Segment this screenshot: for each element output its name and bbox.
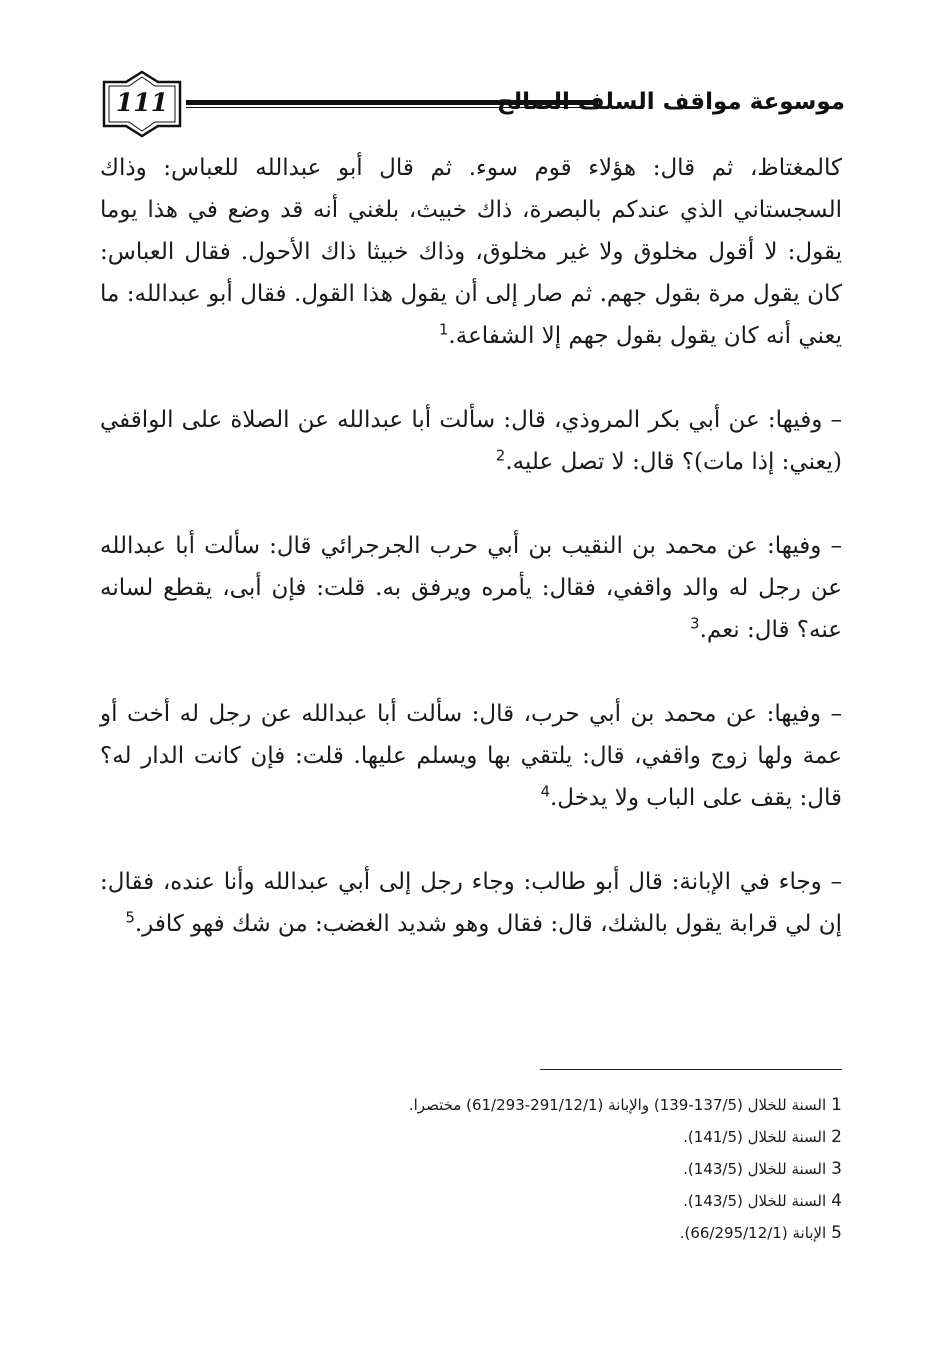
footnote-number: 3 <box>831 1159 842 1179</box>
footnote-reference: 5 <box>125 908 135 927</box>
footnote <box>330 1217 842 1249</box>
footnote <box>330 1089 842 1121</box>
page-number: 111 <box>115 88 169 117</box>
footnote-reference: 2 <box>495 446 506 465</box>
footnote-text: الإبانة (66/295/12/1). <box>679 1224 827 1242</box>
footnote-text: السنة للخلال (137/5-139) والإبانة (291/12/1-61/293) مختصرا. <box>408 1096 827 1114</box>
footnotes <box>330 1089 842 1249</box>
footnote-reference: 1 <box>438 320 449 339</box>
footnote-number: 5 <box>831 1223 842 1243</box>
footnote-number: 4 <box>831 1191 842 1211</box>
footnote-number: 1 <box>831 1095 842 1115</box>
page-number-badge <box>100 70 184 138</box>
footnote-reference: 3 <box>690 614 700 633</box>
paragraph <box>100 693 842 819</box>
footnote-text: السنة للخلال (143/5). <box>683 1160 827 1178</box>
paragraph-text: – وفيها: عن محمد بن النقيب بن أبي حرب الجرجرائي قال: سألت أبا عبدالله عن رجل له والد واقفي، فقال: يأمره ويرفق به. قلت: فإن أبى، يقطع لسانه عنه؟ قال: نعم. <box>100 533 842 643</box>
footnote <box>330 1121 842 1153</box>
footnote-divider <box>540 1069 842 1070</box>
footnote <box>330 1185 842 1217</box>
paragraph-text: – وفيها: عن محمد بن أبي حرب، قال: سألت أبا عبدالله عن رجل له أخت أو عمة ولها زوج واقفي، قال: يلتقي بها ويسلم عليها. قلت: فإن كانت الدار له؟ قال: يقف على الباب ولا يدخل. <box>100 701 842 811</box>
paragraph-text: – وجاء في الإبانة: قال أبو طالب: وجاء رجل إلى أبي عبدالله وأنا عنده، فقال: إن لي قرابة يقول بالشك، قال: فقال وهو شديد الغضب: من شك فهو كافر. <box>100 869 842 937</box>
book-title: موسوعة مواقف السلف الصالح <box>496 89 845 115</box>
page-header <box>100 70 845 138</box>
footnote-number: 2 <box>831 1127 842 1147</box>
footnote-text: السنة للخلال (143/5). <box>683 1192 827 1210</box>
paragraph-text: – وفيها: عن أبي بكر المروذي، قال: سألت أبا عبدالله عن الصلاة على الواقفي (يعني: إذا مات)؟ قال: لا تصل عليه. <box>100 407 842 475</box>
paragraph <box>100 147 842 357</box>
main-text <box>100 147 842 945</box>
paragraph <box>100 399 842 483</box>
footnote-reference: 4 <box>540 782 550 801</box>
footnote-text: السنة للخلال (141/5). <box>683 1128 827 1146</box>
paragraph-text: كالمغتاظ، ثم قال: هؤلاء قوم سوء. ثم قال أبو عبدالله للعباس: وذاك السجستاني الذي عندكم بالبصرة، ذاك خبيث، بلغني أنه قد وضع في هذا يوما يقول: لا أقول مخلوق ولا غير مخلوق، وذاك خبيثا ذاك الأحول. فقال العباس: كان يقول مرة بقول جهم. ثم صار إلى أن يقول هذا القول. فقال أبو عبدالله: ما يعني أنه كان يقول بقول جهم إلا الشفاعة. <box>100 155 842 349</box>
paragraph <box>100 525 842 651</box>
footnote <box>330 1153 842 1185</box>
paragraph <box>100 861 842 945</box>
